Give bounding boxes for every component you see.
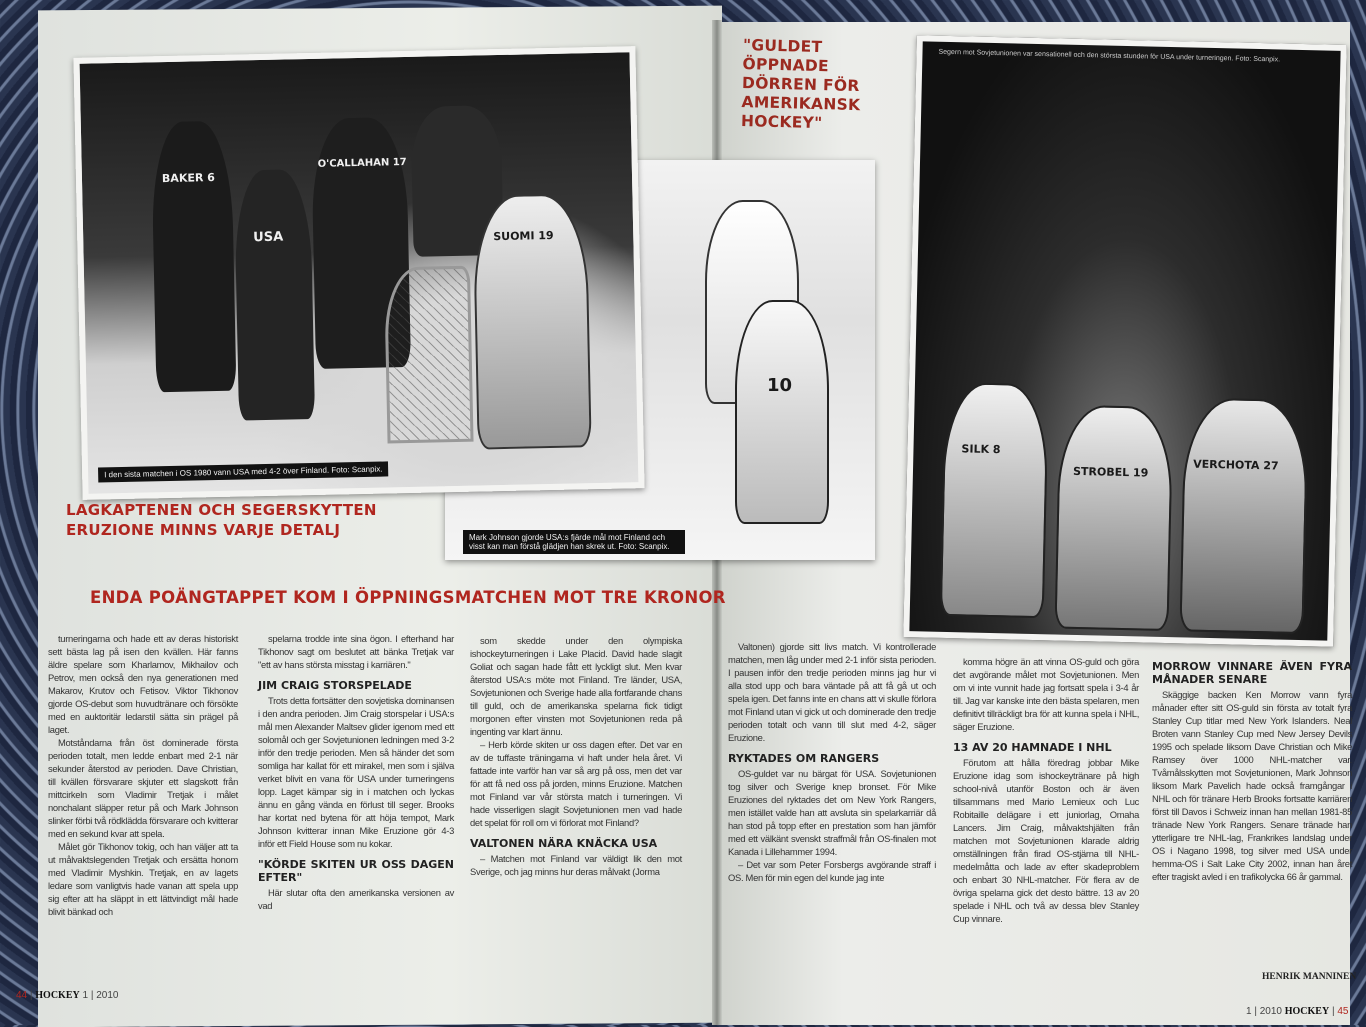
paragraph: – Matchen mot Finland var väldigt lik den mot Sverige, och jag minns hur deras målvakt (Jorma xyxy=(470,853,682,877)
jersey-text: USA xyxy=(253,229,284,246)
paragraph: Målet gör Tikhonov tokig, och han väljer att ta ut målvaktslegenden Tretjak och ersätta honom med Vladimir Myshkin. Tretjak, en av lagets ledare som vanligtvis hade vanan att spela upp sig efter att ha släppt in ett lättvindigt mål hade blivit bänkad och xyxy=(48,841,238,917)
byline: HENRIK MANNINEN xyxy=(1262,972,1357,982)
text-column xyxy=(470,634,682,878)
headline-line: ERUZIONE MINNS VARJE DETALJ xyxy=(66,521,341,539)
paragraph: – Det var som Peter Forsbergs avgörande straff i OS. Men för min egen del kunde jag inte xyxy=(728,859,936,883)
page-number: 44 xyxy=(16,990,28,1001)
subheading: 13 AV 20 HAMNADE I NHL xyxy=(953,741,1112,754)
paragraph: Här slutar ofta den amerikanska versionen av vad xyxy=(258,887,454,911)
photo-caption: I den sista matchen i OS 1980 vann USA med 4-2 över Finland. Foto: Scanpix. xyxy=(98,461,389,482)
photo-caption: Mark Johnson gjorde USA:s fjärde mål mot Finland och visst kan man förstå glädjen han skrek ut. Foto: Scanpix. xyxy=(463,530,685,554)
magazine-name: HOCKEY xyxy=(1284,1006,1330,1017)
jersey-name-number: SILK 8 xyxy=(961,442,1001,457)
paragraph: Skäggige backen Ken Morrow vann fyra månader efter sitt OS-guld sin första av totalt fyra Stanley Cup titlar med New York Islanders. Neal Broten vann Stanley Cup med New Jersey Devils 1995 och spelade liksom Dave Christian och Mike Ramsey över 1000 NHL-matcher var. Tvåmålsskytten mot Sovjetunionen, Mark Johnson liksom Mark Pavelich hade också framgångar i NHL och för tränare Herb Brooks fortsatte karriären först till Davos i Schweiz innan han mellan 1981-85 tränade New York Rangers. Senare tränade han ytterligare tre NHL-lag, Frankrikes landslag under OS i Nagano 1998, tog silver med USA under hemma-OS i Salt Lake City 2002, innan han året efter tragiskt avled i en trafikolycka 66 år gammal. xyxy=(1152,689,1352,882)
subheading: "KÖRDE SKITEN UR OSS DAGEN EFTER" xyxy=(258,858,454,884)
hockey-goal-net xyxy=(384,266,474,444)
player-figure xyxy=(1054,405,1173,632)
jersey-name-number: O'CALLAHAN 17 xyxy=(317,156,407,170)
photo-team-pile xyxy=(903,35,1347,647)
subheading: RYKTADES OM RANGERS xyxy=(728,752,880,765)
paragraph: spelarna trodde inte sina ögon. I efterhand har Tikhonov sagt om beslutet att bänka Tretjak var "ett av hans största misstag i karriären." xyxy=(258,633,454,670)
text-column xyxy=(728,640,936,884)
jersey-name-number: BAKER 6 xyxy=(161,170,215,186)
paragraph: Trots detta fortsätter den sovjetiska dominansen i den andra perioden. Jim Craig storspelar i USA:s mål men Alexander Maltsev glider igenom med ett solomål och ger Sovjetunionen ledningen med 3-2 inför den tredje perioden. Men så händer det som somliga har kallat för ett mirakel, men som i själva verket blivit en vana för USA under turneringens lopp. Laget kämpar sig in i matchen och lyckas ännu en gång vända en förlust till seger. Brooks har kortat ned bytena för att höja tempot, Mark Johnson kvitterar innan Mike Eruzione gör 4-3 inför ett Field House som nu kokar. xyxy=(258,695,454,849)
subheading: JIM CRAIG STORSPELADE xyxy=(258,679,412,692)
page-number: 45 xyxy=(1337,1006,1349,1017)
jersey-name-number: SUOMI 19 xyxy=(493,228,554,244)
player-figure xyxy=(735,300,829,524)
text-column xyxy=(953,655,1139,925)
issue-number: 1 xyxy=(82,990,89,1001)
jersey-name-number: VERCHOTA 27 xyxy=(1193,457,1279,473)
paragraph: Förutom att hålla föredrag jobbar Mike Eruzione idag som ishockeytränare på high school-nivå utanför Boston och är även tillsammans med Mario Lemieux och Luc Robitaille delägare i ett juniorlag, Omaha Lancers. Jim Craig, målvaktshjälten från matchen mot Sovjetunionen klarade aldrig omställningen från firad OS-stjärna till NHL-medelmåtta och lade av efter skadeproblem och enbart 30 NHL-matcher. För flera av de övriga spelarna gick det desto bättre. 13 av 20 spelade i NHL och två av dessa blev Stanley Cup vinnare. xyxy=(953,757,1139,924)
headline-line: LAGKAPTENEN OCH SEGERSKYTTEN xyxy=(66,501,377,519)
jersey-name-number: STROBEL 19 xyxy=(1072,464,1149,480)
player-figure xyxy=(1179,397,1308,634)
player-figure xyxy=(940,382,1049,618)
paragraph: Motståndarna från öst dominerade första perioden totalt, men ledde enbart med 2-1 när sekunder återstod av perioden. Dave Christian, till kvällen försvarare skjuter ett slagskott från mittcirkeln som Vladimir Tretjak i målet nonchalant släpper retur på och Mark Johnson slinker förbi två rödklädda försvarare och kvitterar med en sekund kvar att spela. xyxy=(48,737,238,839)
player-figure xyxy=(234,169,315,421)
jersey-number: 10 xyxy=(767,375,793,396)
paragraph: som skedde under den olympiska ishockeyturneringen i Lake Placid. David hade slagit Goliat och sagan hade fått ett lyckligt slut. Men kvar återstod USA:s möte mot Finland. Tre länder, USA, Sovjetunionen och Sverige hade alla fortfarande chans till guld, och de amerikanska spelarna fick tidigt morgonen efter vinsten mot Sovjetunionen reda på ingenting var klart ännu. xyxy=(470,635,682,737)
headline-left xyxy=(66,500,377,540)
footer-left: 44 | HOCKEY 1 | 2010 xyxy=(16,990,119,1001)
text-column xyxy=(258,632,454,912)
paragraph: OS-guldet var nu bärgat för USA. Sovjetunionen tog silver och Sverige knep bronset. För Mike Eruziones del ryktades det om New York Rangers, men istället valde han att avsluta sin spelarkarriär då han stod på topp efter en prestation som han jämför med ett välkänt svenskt straffmål från OS-finalen mot Kanada i Lillehammer 1994. xyxy=(728,768,936,857)
photo-usa-celebration xyxy=(73,46,644,500)
issue-year: 2010 xyxy=(96,990,119,1001)
paragraph: komma högre än att vinna OS-guld och göra det avgörande målet mot Sovjetunionen. Men om vi inte vunnit hade jag fortsatt spela i 3-4 år till. Jag var kanske inte den bästa spelaren, men definitivt tillräckligt bra för att kunna spela i NHL, säger Eruzione. xyxy=(953,656,1139,732)
paragraph: – Herb körde skiten ur oss dagen efter. Det var en av de tuffaste träningarna vi haft under hela året. Vi fattade inte varför han var så arg på oss, men det var för att få ned oss på jorden, minns Eruzione. Matchen mot Finland var vår största match i turneringen. Vi hade visserligen slagit Sovjetunionen men vad hade det spelat för roll om vi förlorat mot Finland? xyxy=(470,739,682,828)
issue-year: 2010 xyxy=(1259,1006,1282,1017)
subheading: VALTONEN NÄRA KNÄCKA USA xyxy=(470,837,658,850)
magazine-name: HOCKEY xyxy=(35,990,80,1001)
text-column xyxy=(48,632,238,918)
player-figure xyxy=(151,121,237,393)
pull-quote: "GULDET ÖPPNADE DÖRREN FÖR AMERIKANSK HOCKEY" xyxy=(740,36,861,133)
paragraph: turneringarna och hade ett av deras historiskt sett bästa lag på isen den kvällen. Här fanns äldre spelare som Kharlamov, Mikhailov och Petrov, men också den nya generationen med Makarov, Krutov och Fetisov. Viktor Tikhonov gjorde OS-debut som huvudtränare och försökte med en auktoritär ledarstil sätta sin prägel på laget. xyxy=(48,633,238,735)
footer-right: 1 | 2010 HOCKEY | 45 xyxy=(1246,1006,1349,1017)
subheading: MORROW VINNARE ÄVEN FYRA MÅNADER SENARE xyxy=(1152,660,1352,686)
headline-main: ENDA POÄNGTAPPET KOM I ÖPPNINGSMATCHEN MOT TRE KRONOR xyxy=(90,588,726,607)
text-column xyxy=(1152,660,1352,883)
paragraph: Valtonen) gjorde sitt livs match. Vi kontrollerade matchen, men låg under med 2-1 inför sista perioden. I pausen inför den tredje perioden minns jag hur vi alla stod upp och bara väntade på att få gå ut och spela igen. Det fanns inte en chans att vi skulle förlora mot Finland utan vi gick ut och dominerade den tredje perioden totalt och vann till slut med 4-2, säger Eruzione. xyxy=(728,641,936,743)
issue-number: 1 xyxy=(1246,1006,1252,1017)
photo-caption: Segern mot Sovjetunionen var sensationell och den största stunden för USA under turneringen. Foto: Scanpix. xyxy=(938,48,1281,64)
